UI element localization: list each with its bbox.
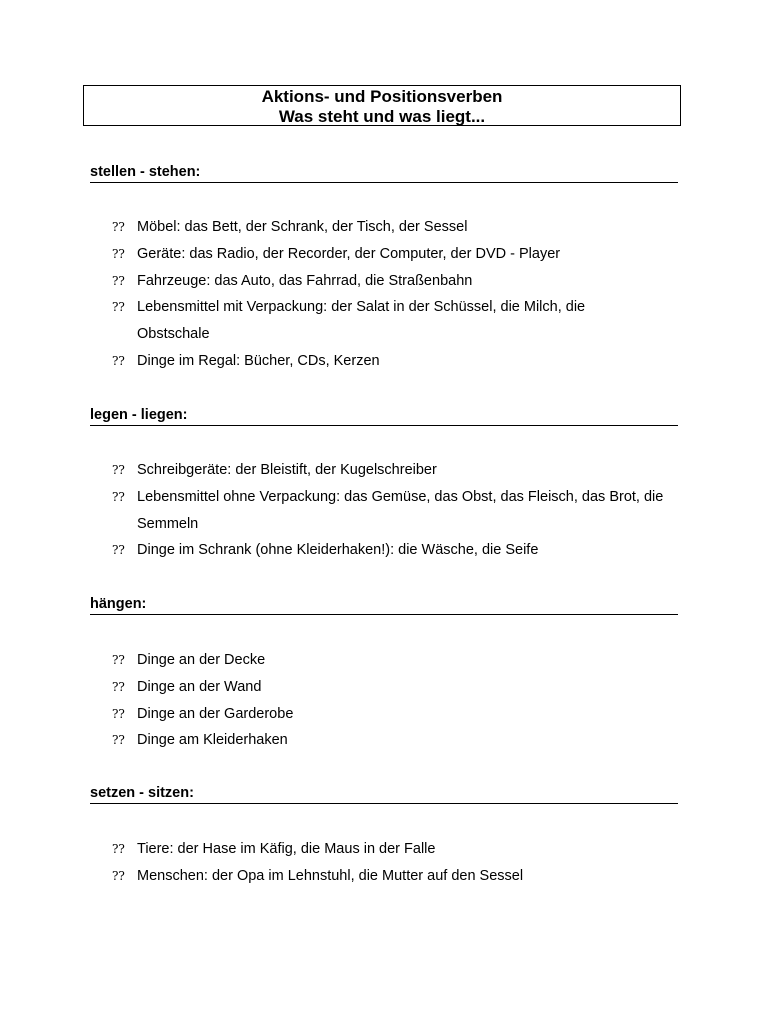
- list-item: [112, 241, 678, 268]
- list-item-text: Dinge im Regal: Bücher, CDs, Kerzen: [137, 352, 380, 369]
- section-stellen-stehen: [90, 163, 678, 369]
- page-title: Aktions- und Positionsverben: [261, 87, 503, 106]
- list-item-text: Lebensmittel ohne Verpackung: das Gemüse, das Obst, das Fleisch, das Brot, die Semmeln: [137, 488, 664, 532]
- item-list: [112, 647, 678, 754]
- list-item: [112, 727, 678, 754]
- list-item: [112, 214, 678, 241]
- section-heading: hängen:: [90, 595, 678, 615]
- section-heading: setzen - sitzen:: [90, 784, 678, 804]
- list-item: [112, 701, 678, 728]
- item-list: [112, 836, 678, 890]
- list-item-text: Geräte: das Radio, der Recorder, der Computer, der DVD - Player: [137, 245, 561, 262]
- bullet-glyph: ??: [112, 868, 125, 883]
- bullet-glyph: ??: [112, 220, 125, 234]
- bullet-glyph: ??: [112, 679, 125, 694]
- section-legen-liegen: [90, 406, 678, 559]
- bullet-glyph: ??: [112, 543, 125, 558]
- list-item: [112, 457, 678, 484]
- item-list: [112, 457, 678, 564]
- title-box: [83, 85, 681, 126]
- list-item: [112, 348, 678, 375]
- list-item: [112, 537, 678, 564]
- list-item: [112, 836, 678, 863]
- list-item: [112, 268, 678, 295]
- list-item-text: Dinge an der Garderobe: [137, 705, 294, 722]
- bullet-glyph: ??: [112, 300, 125, 315]
- list-item-text: Möbel: das Bett, der Schrank, der Tisch, der Sessel: [137, 219, 468, 235]
- list-item: [112, 294, 678, 348]
- list-item-text: Menschen: der Opa im Lehnstuhl, die Mutter auf den Sessel: [137, 867, 524, 884]
- item-list: [112, 214, 678, 375]
- list-item: [112, 674, 678, 701]
- list-item-text: Dinge am Kleiderhaken: [137, 732, 288, 749]
- bullet-glyph: ??: [112, 463, 125, 477]
- list-item-text: Schreibgeräte: der Bleistift, der Kugelschreiber: [137, 462, 437, 478]
- section-heading: stellen - stehen:: [90, 163, 678, 183]
- bullet-glyph: ??: [112, 733, 125, 748]
- list-item-text: Dinge im Schrank (ohne Kleiderhaken!): die Wäsche, die Seife: [137, 542, 539, 559]
- list-item-text: Dinge an der Wand: [137, 678, 262, 695]
- bullet-glyph: ??: [112, 653, 125, 667]
- list-item: [112, 484, 678, 538]
- bullet-glyph: ??: [112, 706, 125, 721]
- list-item-text: Dinge an der Decke: [137, 652, 266, 668]
- list-item-text: Fahrzeuge: das Auto, das Fahrrad, die Straßenbahn: [137, 272, 473, 289]
- bullet-glyph: ??: [112, 842, 125, 856]
- bullet-glyph: ??: [112, 273, 125, 288]
- section-setzen-sitzen: [90, 784, 678, 884]
- section-haengen: [90, 595, 678, 749]
- list-item: [112, 647, 678, 674]
- bullet-glyph: ??: [112, 489, 125, 504]
- list-item-text: Lebensmittel mit Verpackung: der Salat in der Schüssel, die Milch, die Obstschale: [137, 299, 586, 343]
- page-subtitle: Was steht und was liegt...: [278, 107, 486, 126]
- list-item: [112, 863, 678, 890]
- bullet-glyph: ??: [112, 246, 125, 261]
- list-item-text: Tiere: der Hase im Käfig, die Maus in der Falle: [137, 841, 436, 857]
- bullet-glyph: ??: [112, 353, 125, 368]
- section-heading: legen - liegen:: [90, 406, 678, 426]
